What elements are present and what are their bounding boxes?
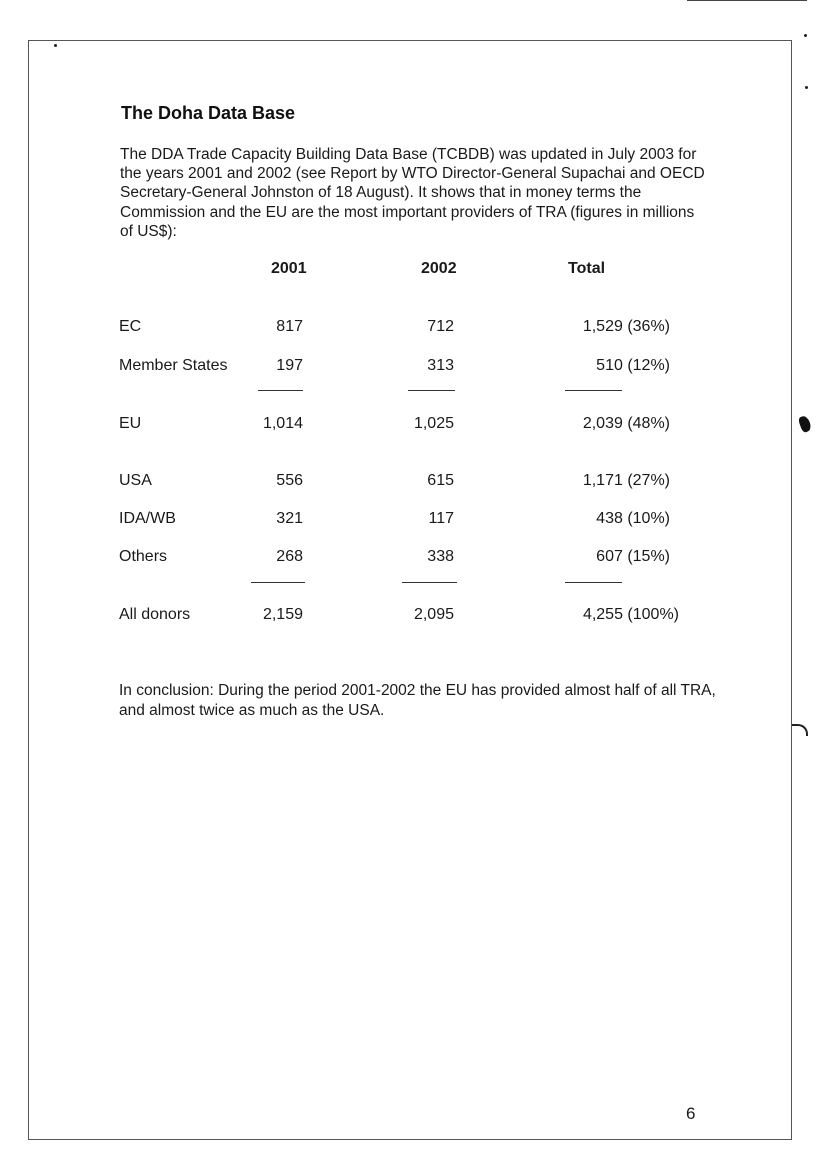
page-title: The Doha Data Base (121, 103, 296, 123)
total-rule (565, 582, 622, 583)
conclusion-paragraph: In conclusion: During the period 2001-2002 the EU has provided almost half of all TRA, and almost twice as much as the USA. (119, 682, 716, 719)
subtotal-rule (258, 390, 303, 391)
row-label: EU (119, 415, 142, 432)
header-2002: 2002 (421, 260, 457, 277)
value-2001: 817 (276, 318, 303, 335)
row-label: Member States (119, 357, 228, 374)
value-2002: 1,025 (413, 415, 454, 432)
value-2002: 2,095 (413, 606, 454, 623)
value-total: 4,255 (100%) (582, 606, 679, 623)
value-2001: 321 (276, 510, 303, 527)
value-2002: 712 (427, 318, 454, 335)
value-2001: 556 (276, 472, 303, 489)
row-label: IDA/WB (119, 510, 176, 527)
value-2002: 313 (427, 357, 454, 374)
value-total: 438 (10%) (596, 510, 670, 527)
intro-paragraph: The DDA Trade Capacity Building Data Base (TCBDB) was updated in July 2003 for the years 2001 and 2002 (see Report by WTO Director-General Supachai and OECD Secretary-General Johnston of 18 August). It shows that in money terms the Commission and the EU are the most important providers of TRA (figures in millions of US$): (120, 146, 705, 240)
value-2001: 197 (276, 357, 303, 374)
subtotal-rule (408, 390, 455, 391)
row-label: Others (119, 548, 168, 565)
row-label: All donors (119, 606, 191, 623)
value-2002: 117 (428, 510, 454, 527)
page-number: 6 (686, 1104, 696, 1123)
scan-mark (792, 724, 808, 736)
total-rule (402, 582, 457, 583)
value-total: 510 (12%) (596, 357, 670, 374)
value-2001: 268 (276, 548, 303, 565)
value-total: 1,529 (36%) (582, 318, 670, 335)
row-label: USA (119, 472, 152, 489)
value-2001: 2,159 (262, 606, 303, 623)
total-rule (251, 582, 305, 583)
value-total: 1,171 (27%) (582, 472, 670, 489)
value-total: 607 (15%) (596, 548, 670, 565)
subtotal-rule (565, 390, 622, 391)
value-2002: 615 (427, 472, 454, 489)
value-2001: 1,014 (262, 415, 303, 432)
value-total: 2,039 (48%) (582, 415, 670, 432)
header-2001: 2001 (271, 260, 307, 277)
header-total: Total (568, 260, 606, 277)
row-label: EC (119, 318, 142, 335)
value-2002: 338 (427, 548, 454, 565)
